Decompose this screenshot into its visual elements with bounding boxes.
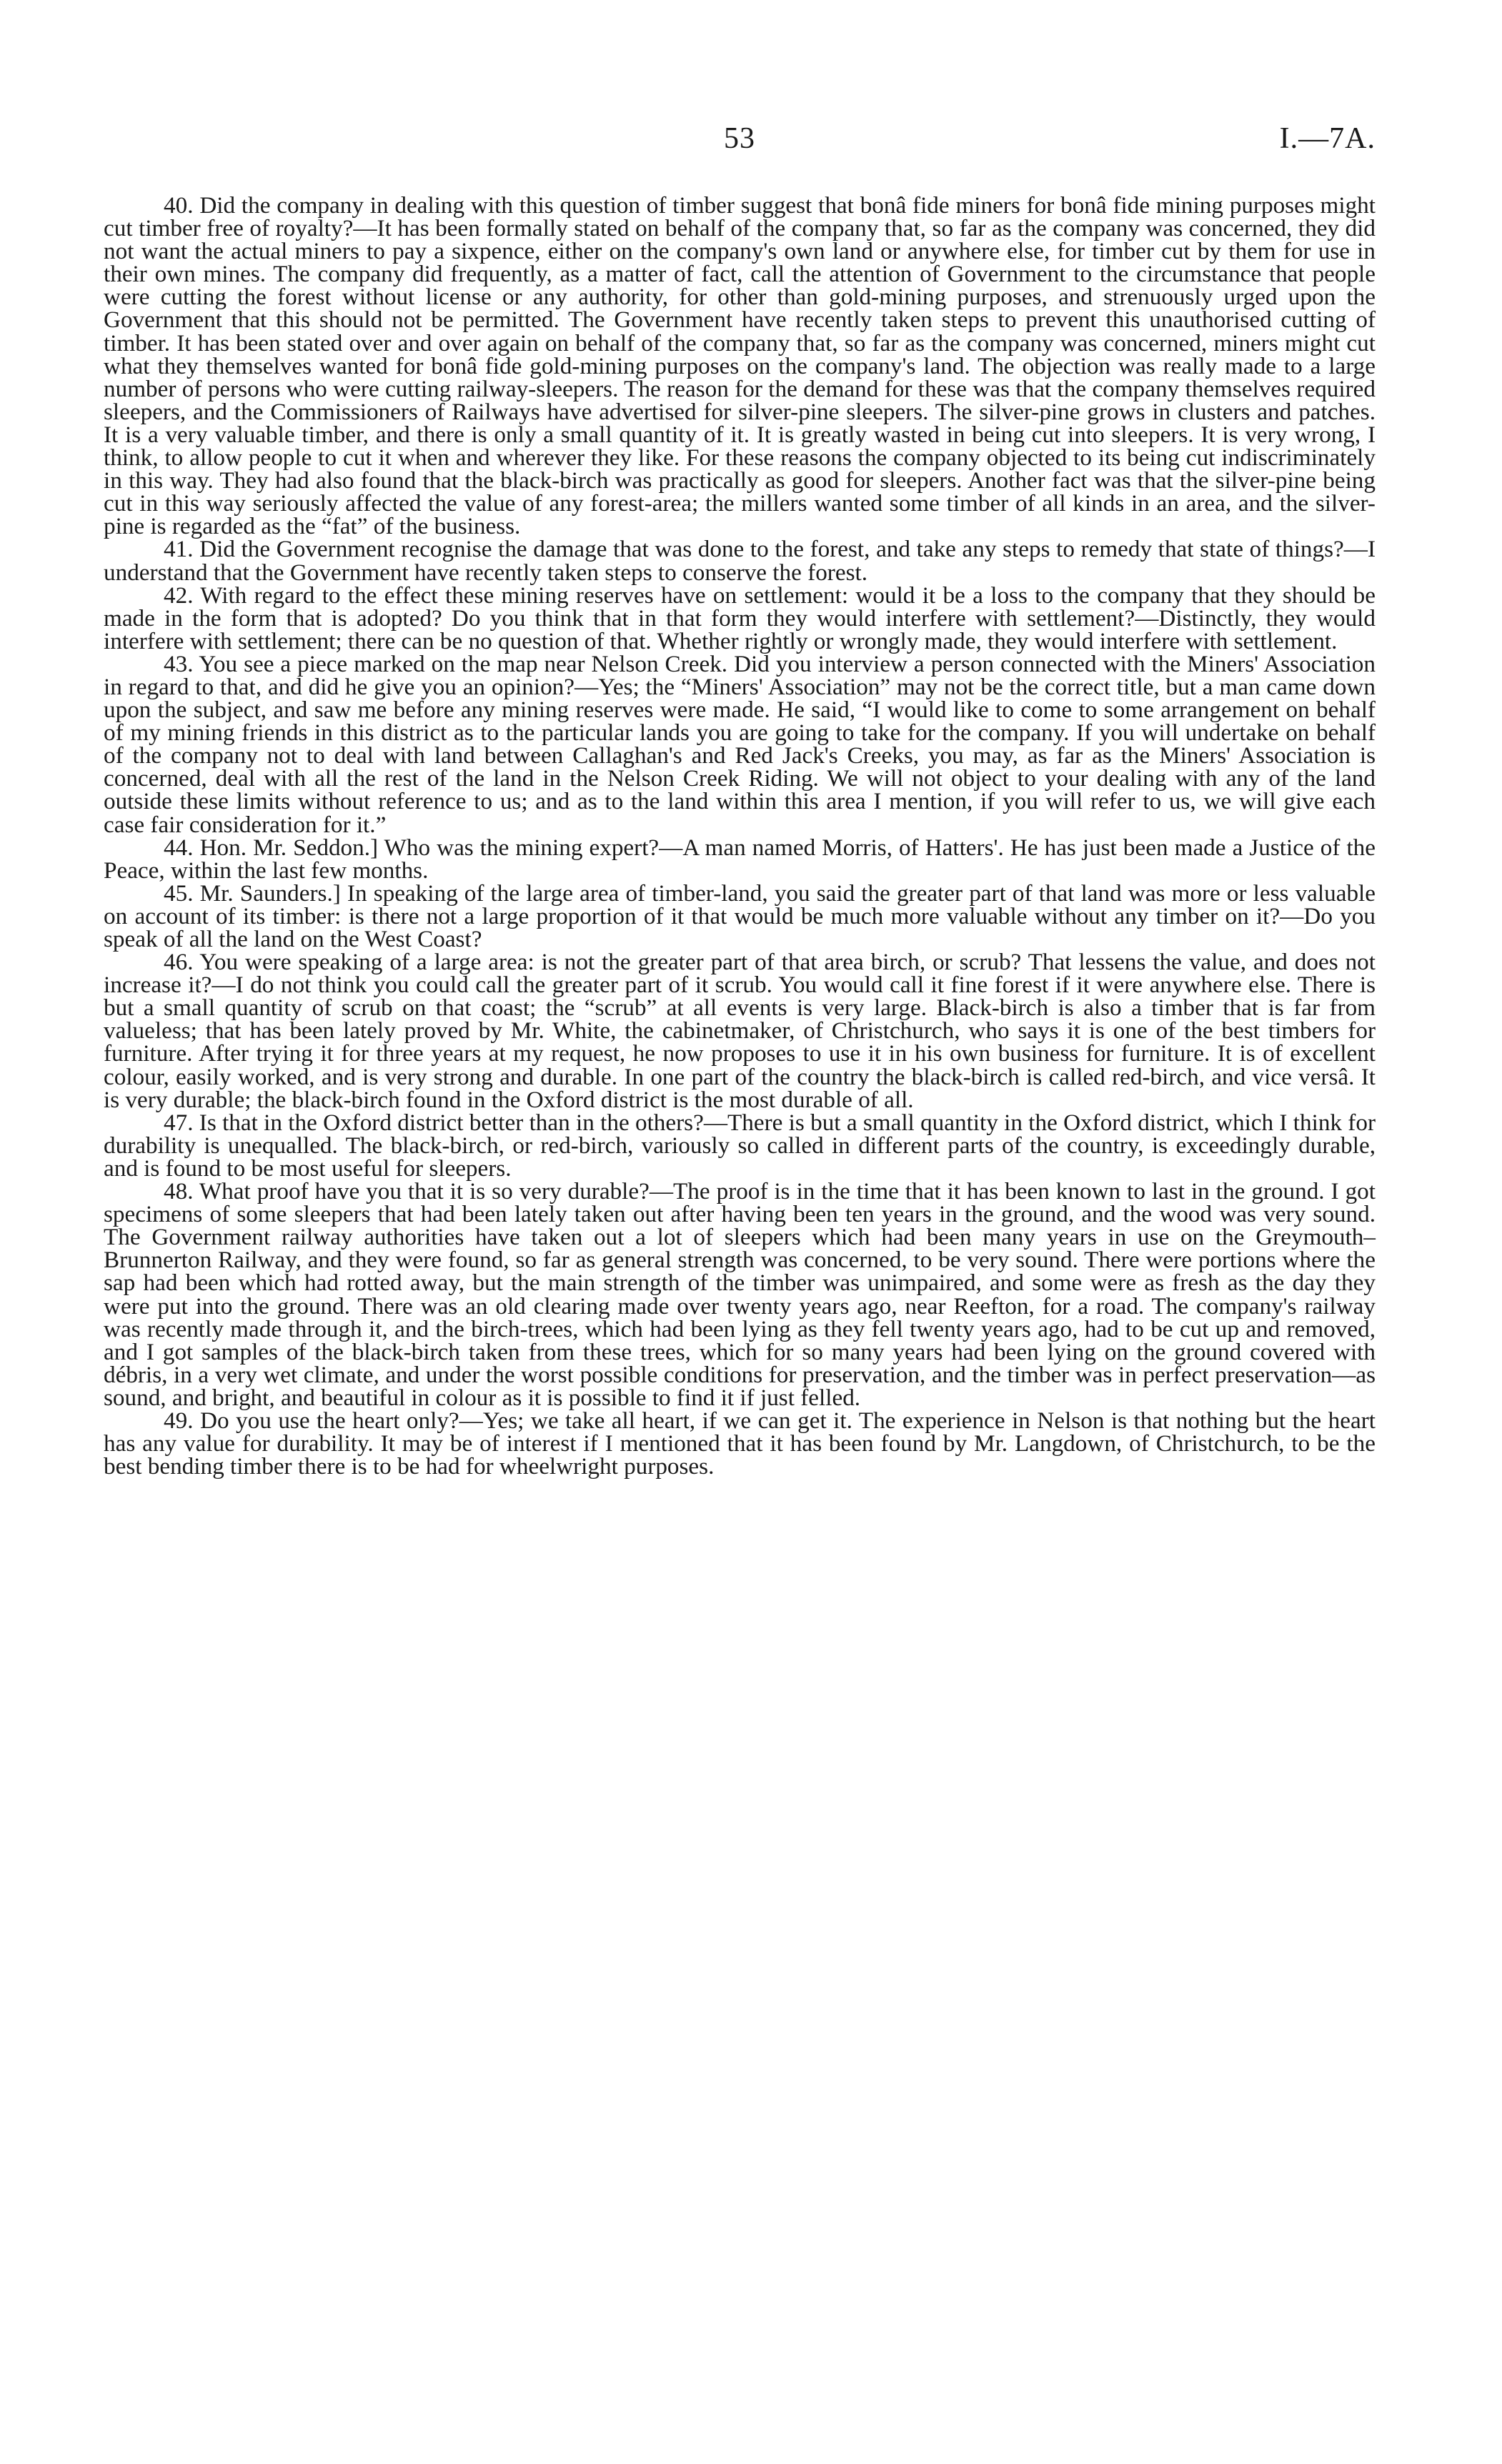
paragraph-text: Hon. Mr. Seddon.] Who was the mining expert?—A man named Morris, of Hatters'. He has just been made a Justice of the Peace, within the last few months. (104, 834, 1376, 884)
paragraph-49 (104, 1407, 1376, 1480)
paragraph-number: 48. (164, 1178, 194, 1205)
paragraph-number: 41. (164, 536, 194, 563)
paragraph-45 (104, 879, 1376, 952)
paragraph-47 (104, 1109, 1376, 1182)
paragraph-text: You see a piece marked on the map near Nelson Creek. Did you interview a person connected with the Miners' Association in regard to that, and did he give you an opinion?—Yes; the “Miners' Association” may not be the correct title, but a man came down upon the subject, and saw me before any mining reserves were made. He said, “I would like to come to some arrangement on behalf of my mining friends in this district as to the particular lands you are going to take for the company. If you will undertake on behalf of the company not to deal with land between Callaghan's and Red Jack's Creeks, you may, as far as the Miners' Association is concerned, deal with all the rest of the land in the Nelson Creek Riding. We will not object to your dealing with any of the land outside these limits without reference to us; and as to the land within this area I mention, if you will refer to us, we will give each case fair consideration for it.” (104, 650, 1376, 838)
paragraph-text: Do you use the heart only?—Yes; we take all heart, if we can get it. The experience in Nelson is that nothing but the heart has any value for durability. It may be of interest if I mentioned that it has been found by Mr. Langdown, of Christchurch, to be the best bending timber there is to be had for wheelwright purposes. (104, 1407, 1376, 1480)
paragraph-text: With regard to the effect these mining reserves have on settlement: would it be a loss to the company that they should be made in the form that is adopted? Do you think that in that form they would interfere with settlement?—Distinctly, they would interfere with settlement; there can be no question of that. Whether rightly or wrongly made, they would interfere with settlement. (104, 582, 1376, 654)
paragraph-number: 43. (164, 650, 194, 677)
paragraph-number: 42. (164, 582, 194, 609)
paragraph-44 (104, 834, 1376, 884)
paragraph-number: 46. (164, 949, 194, 976)
paragraph-text: What proof have you that it is so very durable?—The proof is in the time that it has been known to last in the ground. I got specimens of some sleepers that had been lately taken out after having been ten years in the ground, and the wood was very sound. The Government railway authorities have taken out a lot of sleepers which had been many years in use on the Greymouth–Brunnerton Railway, and they were found, so far as general strength was concerned, to be very sound. There were portions where the sap had been which had rotted away, but the main strength of the timber was unimpaired, and some were as fresh as the day they were put into the ground. There was an old clearing made over twenty years ago, near Reefton, for a road. The company's railway was recently made through it, and the birch-trees, which had been lying as they fell twenty years ago, had to be cut up and removed, and I got samples of the black-birch taken from these trees, which for so many years had been lying on the ground covered with débris, in a very wet climate, and under the worst possible conditions for preservation, and the timber was in perfect preservation—as sound, and bright, and beautiful in colour as it is possible to find it if just felled. (104, 1178, 1376, 1411)
testimony-body (104, 194, 1376, 1478)
paragraph-number: 47. (164, 1109, 194, 1136)
paragraph-number: 49. (164, 1407, 194, 1434)
paragraph-text: Did the Government recognise the damage that was done to the forest, and take any steps to remedy that state of things?—I understand that the Government have recently taken steps to conserve the forest. (104, 536, 1376, 586)
paragraph-48 (104, 1180, 1376, 1410)
page-number: 53 (724, 122, 755, 155)
paragraph-text: Mr. Saunders.] In speaking of the large area of timber-land, you said the greater part of that land was more or less valuable on account of its timber: is there not a large proportion of it that would be much more valuable without any timber on it?—Do you speak of all the land on the West Coast? (104, 879, 1376, 952)
paragraph-number: 45. (164, 879, 194, 907)
paragraph-number: 44. (164, 834, 194, 861)
paragraph-text: Is that in the Oxford district better than in the others?—There is but a small quantity in the Oxford district, which I think for durability is unequalled. The black-birch, or red-birch, variously so called in different parts of the country, is exceedingly durable, and is found to be most useful for sleepers. (104, 1109, 1376, 1182)
paper-reference: I.—7A. (1279, 122, 1376, 155)
paragraph-text: Did the company in dealing with this question of timber suggest that bonâ fide miners for bonâ fide mining purposes might cut timber free of royalty?—It has been formally stated on behalf of the company that, so far as the company was concerned, they did not want the actual miners to pay a sixpence, either on the company's own land or anywhere else, for timber cut by them for use in their own mines. The company did frequently, as a matter of fact, call the attention of Government to the circumstance that people were cutting the forest without license or any authority, for other than gold-mining purposes, and strenuously urged upon the Government that this should not be permitted. The Government have recently taken steps to prevent this unauthorised cutting of timber. It has been stated over and over again on behalf of the company that, so far as the company was concerned, miners might cut what they themselves wanted for bonâ fide gold-mining purposes on the company's land. The objection was really made to a large number of persons who were cutting railway-sleepers. The reason for the demand for these was that the company themselves required sleepers, and the Commissioners of Railways have advertised for silver-pine sleepers. The silver-pine grows in clusters and patches. It is a very valuable timber, and there is only a small quantity of it. It is greatly wasted in being cut into sleepers. It is very wrong, I think, to allow people to cut it when and wherever they like. For these reasons the company objected to its being cut indiscriminately in this way. They had also found that the black-birch was practically as good for sleepers. Another fact was that the silver-pine being cut in this way seriously affected the value of any forest-area; the millers wanted some timber of all kinds in an area, and the silver-pine is regarded as the “fat” of the business. (104, 192, 1376, 540)
paragraph-42 (104, 584, 1376, 653)
paragraph-text: You were speaking of a large area: is not the greater part of that area birch, or scrub? That lessens the value, and does not increase it?—I do not think you could call the greater part of it scrub. You would call it fine forest if it were anywhere else. There is but a small quantity of scrub on that coast; the “scrub” at all events is very large. Black-birch is also a timber that is far from valueless; that has been lately proved by Mr. White, the cabinetmaker, of Christchurch, who says it is one of the best timbers for furniture. After trying it for three years at my request, he now proposes to use it in his own business for furniture. It is of excellent colour, easily worked, and is very strong and durable. In one part of the country the black-birch is called red-birch, and vice versâ. It is very durable; the black-birch found in the Oxford district is the most durable of all. (104, 949, 1376, 1113)
paragraph-46 (104, 951, 1376, 1112)
paragraph-number: 40. (164, 192, 194, 219)
paragraph-43 (104, 650, 1376, 838)
paragraph-41 (104, 538, 1376, 584)
page-header (104, 121, 1376, 164)
paragraph-40 (104, 194, 1376, 538)
